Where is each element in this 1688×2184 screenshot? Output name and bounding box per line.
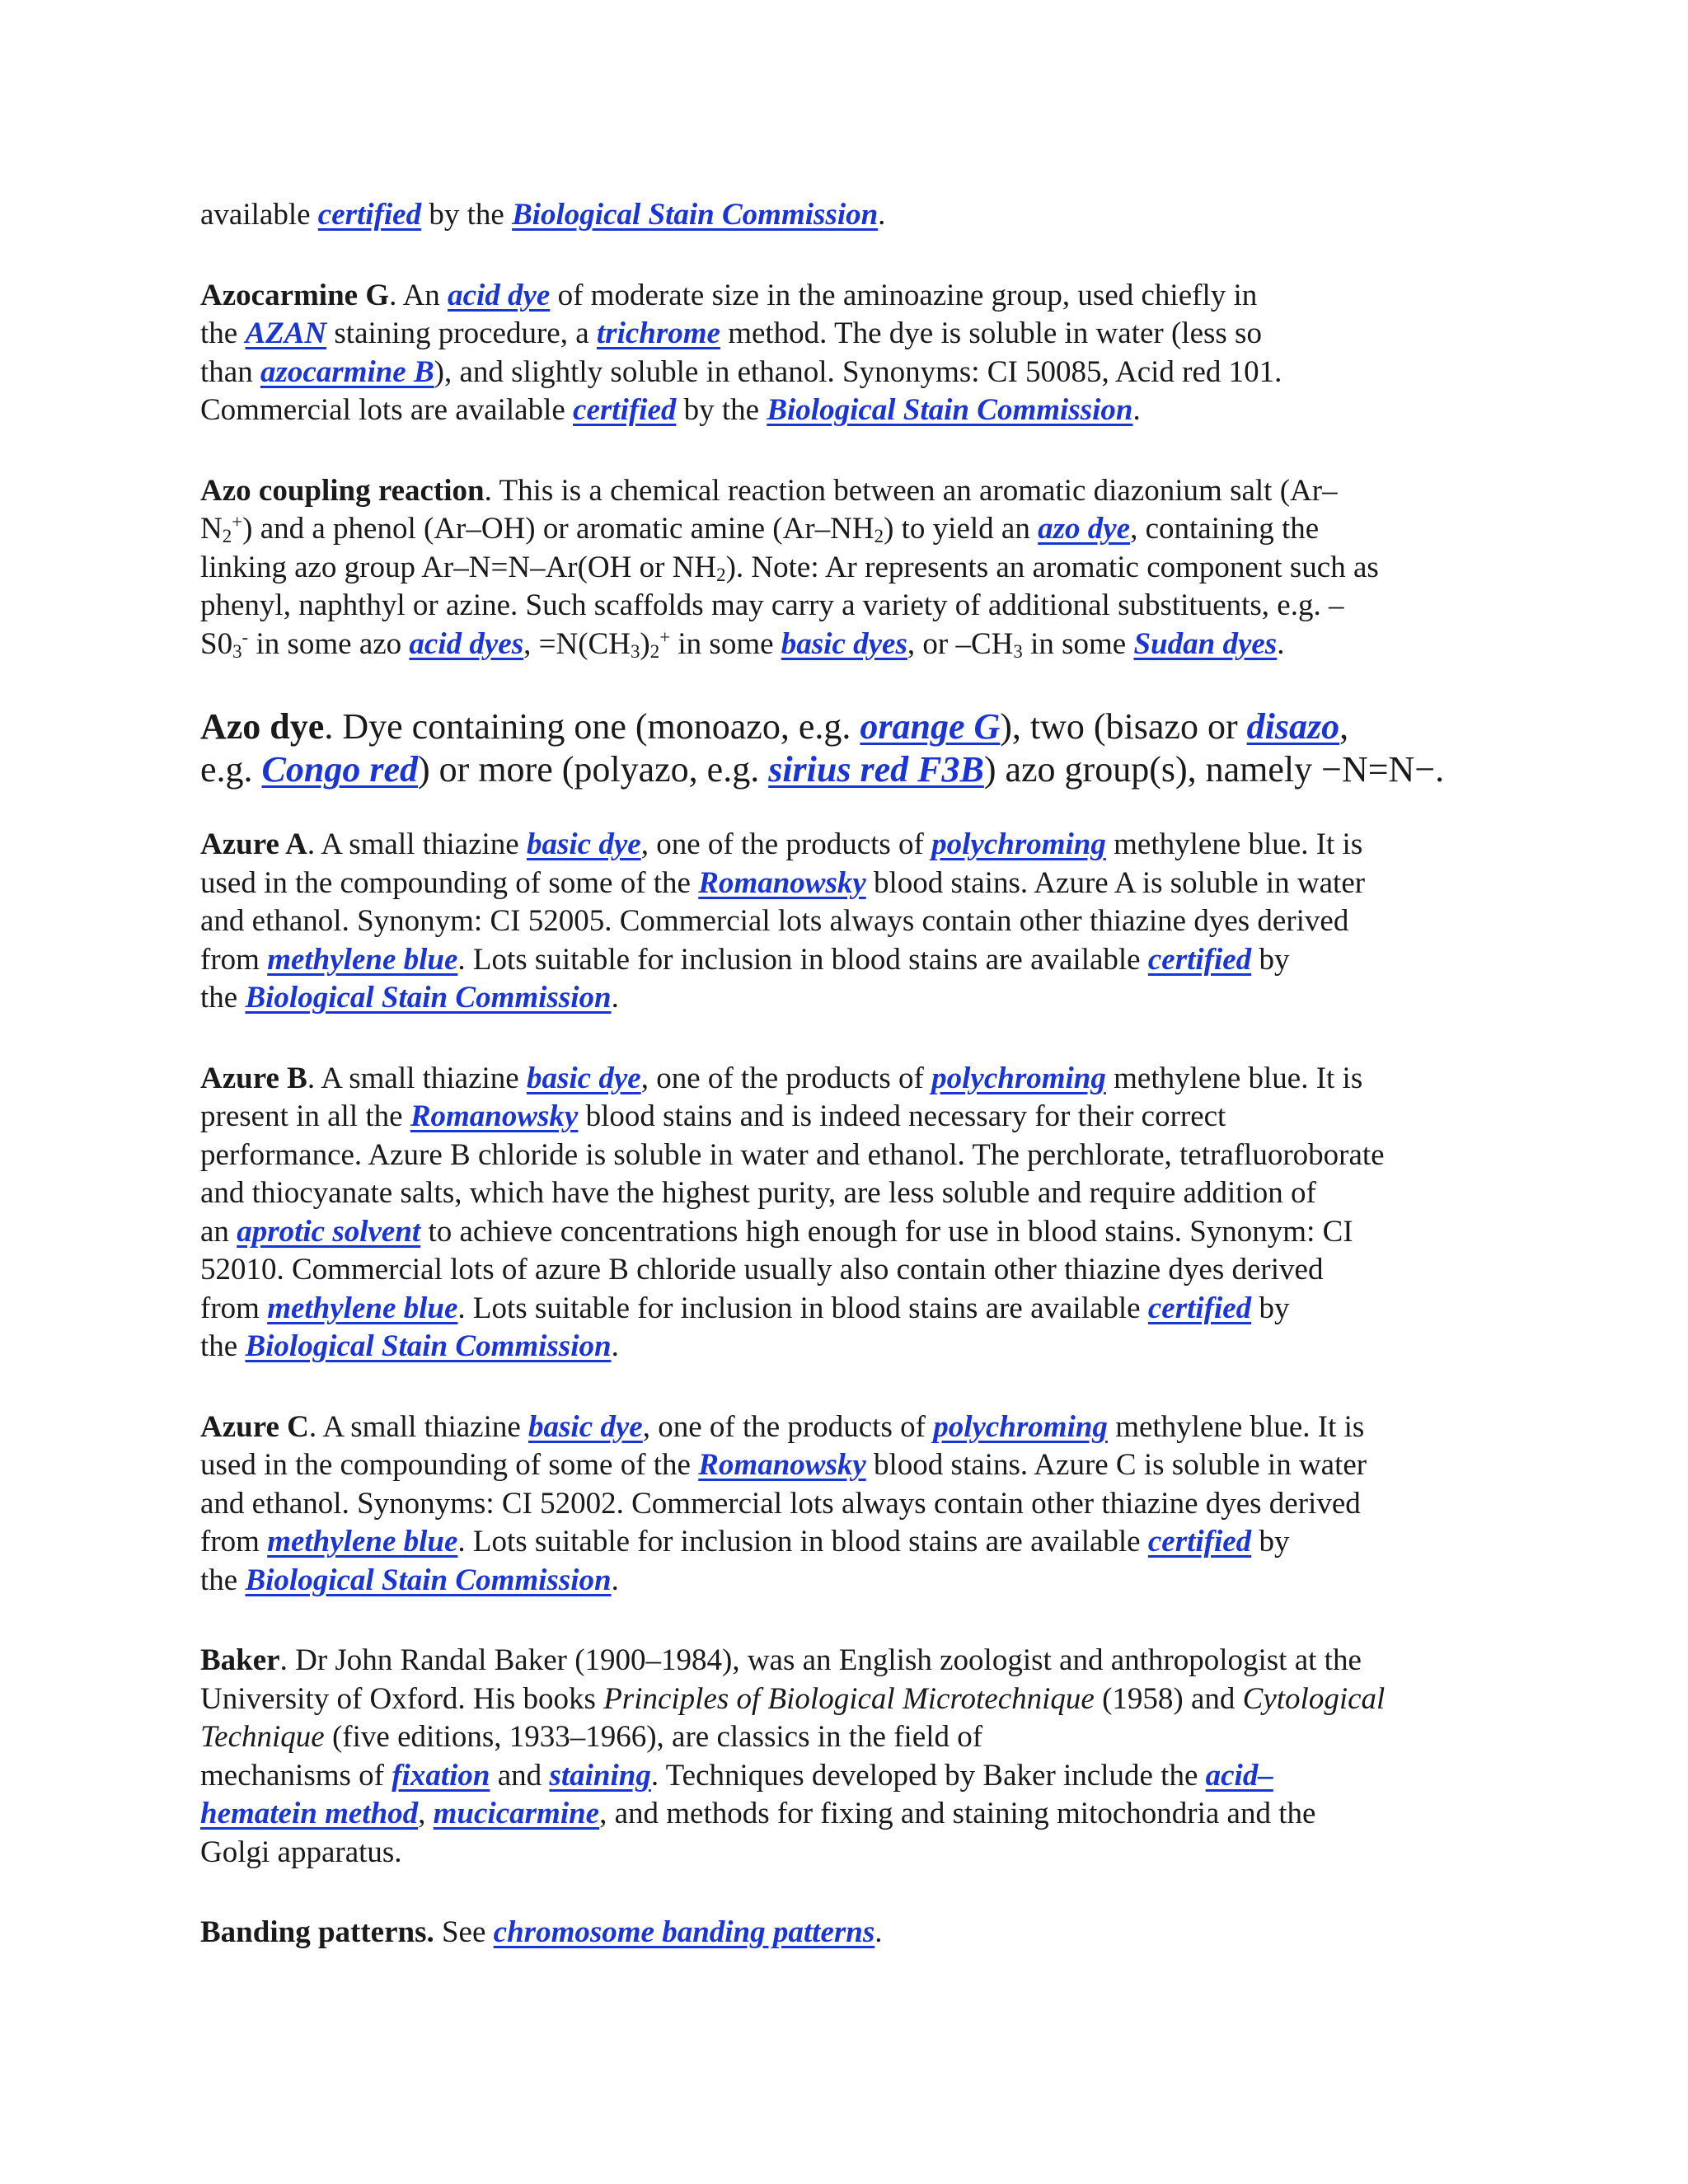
entry-text: and [490,1758,550,1793]
subscript: 3 [630,640,640,662]
entry-text: available [200,198,318,232]
entry-text: ). Note: Ar represents an aromatic component such as [725,550,1379,584]
entry-text: methylene blue. It is [1105,1061,1363,1095]
entry-text: e.g. [200,749,262,790]
superscript: + [232,511,243,532]
glossary-entry-azure-a [200,826,1498,1018]
entry-text: . [611,1329,619,1363]
entry-text: mechanisms of [200,1758,392,1793]
entry-text: , =N(CH [523,626,631,661]
cross-reference-link[interactable]: basic dye [528,1409,643,1444]
entry-text: and thiocyanate salts, which have the highest purity, are less soluble and require addition of [200,1176,1316,1210]
entry-text: . Dye containing one (monoazo, e.g. [324,706,860,747]
entry-text: blood stains and is indeed necessary for their correct [578,1099,1226,1133]
glossary-entry-cont [200,196,1498,235]
entry-text: phenyl, naphthyl or azine. Such scaffolds may carry a variety of additional substituents, e.g. – [200,588,1344,622]
entry-text: the [200,316,246,350]
entry-text: University of Oxford. His books [200,1681,604,1716]
cross-reference-link[interactable]: Romanowsky [698,1448,866,1482]
entry-text: , or –CH [907,626,1014,661]
entry-text: . This is a chemical reaction between an aromatic diazonium salt (Ar– [484,473,1338,508]
cross-reference-link[interactable]: chromosome banding patterns [493,1915,875,1949]
cross-reference-link[interactable]: fixation [392,1758,490,1793]
subscript: 2 [222,526,232,547]
entry-text: Golgi apparatus. [200,1835,402,1869]
glossary-entry-azo-dye [200,705,1498,791]
cross-reference-link[interactable]: certified [1147,942,1252,977]
cross-reference-link[interactable]: basic dye [526,827,641,861]
entry-text: the [200,981,246,1015]
entry-text: . An [389,278,448,312]
entry-text: See [434,1915,494,1949]
cross-reference-link[interactable]: basic dye [526,1061,641,1095]
glossary-entry-azocarmine-g [200,277,1498,430]
entry-text: ) to yield an [884,512,1039,546]
entry-text: ) [640,626,650,661]
cross-reference-link[interactable]: Sudan dyes [1133,626,1278,661]
cross-reference-link[interactable]: certified [317,198,422,232]
entry-text: (1958) and [1094,1681,1243,1716]
entry-text: , and methods for fixing and staining mitochondria and the [599,1797,1316,1830]
cross-reference-link[interactable]: polychroming [931,827,1106,861]
entry-term: Azocarmine G [200,278,390,312]
entry-text: S0 [200,626,233,661]
entry-text: ) azo group(s), namely −N=N−. [983,749,1445,790]
entry-text: linking azo group Ar–N=N–Ar(OH or NH [200,550,717,584]
cross-reference-link[interactable]: aprotic solvent [237,1214,421,1249]
entry-text: , containing the [1130,512,1320,546]
cross-reference-link[interactable]: Romanowsky [698,865,866,900]
entry-text: , one of the products of [640,1061,932,1095]
cross-reference-link[interactable]: methylene blue [267,1291,458,1325]
entry-term: Azure B [200,1061,307,1095]
entry-text: . [611,1563,619,1597]
entry-text: and ethanol. Synonym: CI 52005. Commercial lots always contain other thiazine dyes derived [200,904,1349,938]
entry-text: performance. Azure B chloride is soluble in water and ethanol. The perchlorate, tetrafluoroborate [200,1137,1385,1172]
entry-text: , one of the products of [640,827,932,861]
entry-text: in some azo [248,626,410,661]
entry-text: from [200,942,268,977]
cross-reference-link[interactable]: hematein method [200,1797,419,1830]
entry-text: ), and slightly soluble in ethanol. Synonyms: CI 50085, Acid red 101. [434,354,1282,389]
glossary-entry-baker [200,1642,1498,1872]
entry-term: Azo coupling reaction [200,473,485,508]
entry-text: . Techniques developed by Baker include the [650,1758,1206,1793]
cross-reference-link[interactable]: orange G [860,706,1001,747]
entry-text: methylene blue. It is [1105,827,1363,861]
cross-reference-link[interactable]: Biological Stain Commission [767,393,1133,427]
cross-reference-link[interactable]: azo dye [1038,512,1131,546]
entry-text: by the [676,393,767,427]
cross-reference-link[interactable]: staining [549,1758,651,1793]
cross-reference-link[interactable]: methylene blue [267,942,458,977]
entry-text: and ethanol. Synonyms: CI 52002. Commercial lots always contain other thiazine dyes derived [200,1486,1361,1521]
entry-text: Commercial lots are available [200,393,574,427]
cross-reference-link[interactable]: Biological Stain Commission [245,1563,612,1597]
entry-text: , [1339,706,1349,747]
entry-text: ) and a phenol (Ar–OH) or aromatic amine (Ar–NH [242,512,874,546]
entry-text: , [418,1797,434,1830]
book-title: Principles of Biological Microtechnique [603,1681,1095,1716]
entry-term: Baker [200,1643,280,1677]
superscript: + [659,626,671,647]
entry-term: Azure A [200,827,307,861]
cross-reference-link[interactable]: mucicarmine [433,1797,600,1830]
entry-text: . A small thiazine [308,1409,529,1444]
cross-reference-link[interactable]: Congo red [261,749,419,790]
entry-text: used in the compounding of some of the [200,1448,699,1482]
cross-reference-link[interactable]: disazo [1246,706,1340,747]
entry-text: blood stains. Azure C is soluble in water [865,1448,1367,1482]
glossary-entry-azure-b [200,1060,1498,1366]
document-page [200,196,1498,1994]
entry-text: 52010. Commercial lots of azure B chloride usually also contain other thiazine dyes derived [200,1253,1324,1286]
entry-text: . Lots suitable for inclusion in blood stains are available [457,1525,1148,1558]
cross-reference-link[interactable]: acid– [1205,1758,1273,1793]
cross-reference-link[interactable]: acid dyes [409,626,524,661]
entry-text: . A small thiazine [307,827,527,861]
entry-text: . [1277,626,1285,661]
entry-term: Azo dye [200,706,325,747]
entry-text: N [200,512,223,546]
glossary-entry-banding-patterns [200,1914,1498,1952]
entry-text: . [611,981,619,1015]
entry-text: in some [670,626,781,661]
entry-text: the [200,1563,246,1597]
subscript: 3 [232,640,242,662]
cross-reference-link[interactable]: Biological Stain Commission [245,1329,612,1363]
cross-reference-link[interactable]: certified [1147,1291,1252,1325]
entry-text: an [200,1214,237,1249]
entry-text: . Dr John Randal Baker (1900–1984), was an English zoologist and anthropologist at the [279,1643,1362,1677]
entry-text: by the [421,198,513,232]
entry-text: than [200,354,260,389]
entry-text: used in the compounding of some of the [200,865,699,900]
entry-text: , one of the products of [642,1409,934,1444]
cross-reference-link[interactable]: basic dyes [781,626,907,661]
entry-text: . [878,198,886,232]
entry-text: . Lots suitable for inclusion in blood stains are available [457,1291,1148,1325]
book-title: Cytological [1242,1681,1386,1716]
cross-reference-link[interactable]: acid dye [448,278,551,312]
subscript: 2 [874,526,884,547]
entry-text: . Lots suitable for inclusion in blood stains are available [457,942,1148,977]
subscript: 3 [1013,640,1023,662]
entry-text: methylene blue. It is [1107,1409,1365,1444]
entry-text: by [1251,1525,1290,1558]
superscript: - [241,626,249,647]
entry-text: by [1251,942,1290,977]
entry-term: Banding patterns. [200,1915,434,1949]
cross-reference-link[interactable]: certified [573,393,677,427]
entry-text: blood stains. Azure A is soluble in water [865,865,1366,900]
entry-text: in some [1022,626,1134,661]
glossary-entry-azo-coupling [200,472,1498,664]
cross-reference-link[interactable]: Romanowsky [410,1099,579,1133]
entry-text: of moderate size in the aminoazine group, used chiefly in [550,278,1258,312]
entry-text: ) or more (polyazo, e.g. [418,749,769,790]
subscript: 2 [716,564,726,585]
cross-reference-link[interactable]: azocarmine B [260,354,434,389]
entry-text: to achieve concentrations high enough for use in blood stains. Synonym: CI [420,1214,1353,1249]
entry-text: staining procedure, a [326,316,597,350]
cross-reference-link[interactable]: methylene blue [267,1525,458,1558]
entry-text: method. The dye is soluble in water (less so [720,316,1262,350]
entry-text: (five editions, 1933–1966), are classics in the field of [324,1720,983,1754]
subscript: 2 [649,640,660,662]
entry-text: present in all the [200,1099,410,1133]
cross-reference-link[interactable]: Biological Stain Commission [512,198,879,232]
entry-text: . [1132,393,1141,427]
glossary-entry-azure-c [200,1408,1498,1601]
cross-reference-link[interactable]: sirius red F3B [768,749,984,790]
cross-reference-link[interactable]: AZAN [245,316,327,350]
cross-reference-link[interactable]: polychroming [931,1061,1106,1095]
entry-term: Azure C [200,1409,309,1444]
entry-text: . [874,1915,883,1949]
entry-text: from [200,1291,268,1325]
entry-text: the [200,1329,246,1363]
cross-reference-link[interactable]: trichrome [596,316,720,350]
entry-text: from [200,1525,268,1558]
entry-text: by [1251,1291,1290,1325]
entry-text: . A small thiazine [307,1061,527,1095]
book-title: Technique [200,1720,325,1754]
entry-text: ), two (bisazo or [1000,706,1247,747]
cross-reference-link[interactable]: certified [1147,1525,1252,1558]
cross-reference-link[interactable]: polychroming [933,1409,1108,1444]
cross-reference-link[interactable]: Biological Stain Commission [245,981,612,1015]
